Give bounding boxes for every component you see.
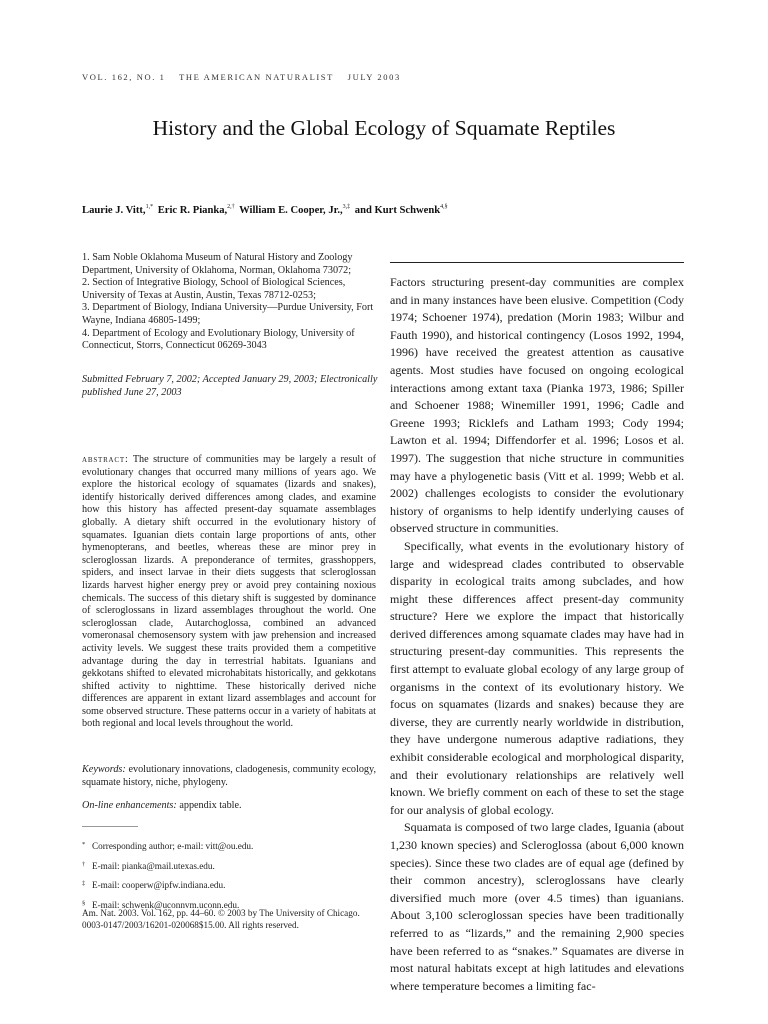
footnote-divider — [82, 826, 138, 827]
abstract-heading: abstract: — [82, 454, 129, 465]
online-enhancements-text: appendix table. — [179, 800, 242, 811]
citation-block: Am. Nat. 2003. Vol. 162, pp. 44–60. © 2003 by The University of Chicago. 0003-0147/2003/16201-020068$15.00. All rights reserved. — [82, 908, 360, 931]
body-paragraph: Factors structuring present-day communities are complex and in many instances have been elusive. Competition (Cody 1974; Schoener 1974), predation (Morin 1983; Wilbur and Fauth 1990), and historical contingency (Losos 1992, 1994, 1996) have received the greatest attention as causative agents. Most studies have focused on ongoing ecological interactions among extant taxa (Pianka 1973, 1986; Spiller and Schoener 1988; Winemiller 1991, 1996; Cadle and Greene 1993; Ricklefs and Latham 1993; Cody 1994; Lawton et al. 1994; Diffendorfer et al. 1996; Losos et al. 1997). The suggestion that niche structure in communities may have a phylogenetic basis (Vitt et al. 1999; Webb et al. 2002) challenges ecologists to consider the evolutionary history of organisms to help identify underlying causes of observed structure in communities. — [390, 275, 684, 536]
author-affiliation-mark: 3,‡ — [342, 204, 351, 210]
footnote — [82, 836, 378, 856]
affiliation: 2. Section of Integrative Biology, School of Biological Sciences, University of Texas at Austin, Austin, Texas 78712-0253; — [82, 277, 346, 301]
submission-dates: Submitted February 7, 2002; Accepted January 29, 2003; Electronically published June 27, 2003 — [82, 374, 378, 398]
online-enhancements — [82, 800, 376, 813]
keywords — [82, 764, 376, 789]
footnote-text: E-mail: schwenk@uconnvm.uconn.edu. — [92, 899, 240, 910]
footnote — [82, 856, 378, 876]
abstract — [82, 454, 376, 731]
author-name: and Kurt Schwenk — [354, 205, 441, 216]
article-title: History and the Global Ecology of Squamate Reptiles — [152, 116, 616, 140]
footnotes — [82, 836, 378, 914]
author-name: Laurie J. Vitt, — [82, 205, 146, 216]
affiliation: 3. Department of Biology, Indiana University—Purdue University, Fort Wayne, Indiana 46805-1499; — [82, 302, 374, 326]
running-head — [82, 72, 682, 82]
keywords-text: evolutionary innovations, cladogenesis, community ecology, squamate history, niche, phylogeny. — [82, 764, 376, 788]
abstract-text: The structure of communities may be largely a result of evolutionary changes that occurred many millions of years ago. We explore the historical ecology of squamates (lizards and snakes), identify historically derived differences among clades, and examine how this history has affected present-day squamate assemblages globally. A dietary shift occurred in the evolutionary history of squamates. Iguanian diets contain large proportions of ants, other hymenopterans, and beetles, whereas these are minor prey in scleroglossan lizards. A preponderance of termites, grasshoppers, spiders, and insect larvae in their diets suggests that scleroglossan lizards harvest higher energy prey or avoid prey containing noxious chemicals. The success of this dietary shift is suggested by dominance of scleroglossans in lizard assemblages throughout the world. One scleroglossan clade, Autarchoglossa, combined an advanced vomeronasal chemosensory system with jaw prehension and increased activity levels. We suggest these traits provided them a competitive advantage during the day in terrestrial habitats. Iguanians and gekkotans shifted to elevated microhabitats historically, and gekkotans shifted activity to nighttime. These historically derived niche differences are apparent in extant lizard assemblages and account for some observed structure. These patterns occur in a variety of habitats at both regional and local levels throughout the world. — [82, 454, 376, 730]
running-head-volume: VOL. 162, NO. 1 — [82, 72, 166, 82]
author-list — [82, 204, 682, 216]
affiliations — [82, 252, 378, 353]
body-paragraph: Squamata is composed of two large clades, Iguania (about 1,230 known species) and Scleroglossa (about 6,000 known species). Since these two clades are of equal age (defined by their common ancestry), scleroglossans have clearly diversified much more (over 4.5 times) than iguanians. About 3,100 scleroglossan species have been traditionally referred to as “lizards,” and the remaining 2,900 species have been referred to as “snakes.” Squamates are diverse in most natural habitats except at high latitudes and elevations where temperature becomes a limiting fac- — [390, 820, 684, 993]
footnote-text: E-mail: pianka@mail.utexas.edu. — [92, 860, 215, 871]
affiliation: 1. Sam Noble Oklahoma Museum of Natural History and Zoology Department, University of Oklahoma, Norman, Oklahoma 73072; — [82, 252, 353, 276]
footnote-mark: † — [82, 860, 86, 868]
author-affiliation-mark: 1,* — [145, 204, 154, 210]
keywords-label: Keywords: — [82, 764, 126, 775]
footnote-text: Corresponding author; e-mail: vitt@ou.edu. — [92, 841, 254, 851]
online-enhancements-label: On-line enhancements: — [82, 800, 177, 811]
footnote-text: E-mail: cooperw@ipfw.indiana.edu. — [92, 880, 226, 890]
running-head-journal: THE AMERICAN NATURALIST — [179, 72, 334, 82]
column-divider — [390, 262, 684, 263]
author-affiliation-mark: 2,† — [227, 204, 235, 210]
footnote-mark: * — [82, 841, 86, 848]
footnote — [82, 875, 378, 895]
affiliation: 4. Department of Ecology and Evolutionary Biology, University of Connecticut, Storrs, Connecticut 06269-3043 — [82, 327, 355, 352]
author-name: Eric R. Pianka, — [157, 205, 228, 216]
author-affiliation-mark: 4,§ — [440, 204, 448, 210]
body-paragraph: Specifically, what events in the evolutionary history of large and widespread clades contributed to observable disparity in ecological traits among subclades, and how might these differences affect present-day community structure? Here we explore the impact that historically derived differences among squamate clades may have had in structuring present-day communities. This represents the first attempt to evaluate global ecology of any large group of organisms in the context of its evolutionary history. We focus on squamates (lizards and snakes) because they are diverse, they are currently nearly worldwide in distribution, they have undergone numerous adaptive radiations, they exhibit considerable ecological and morphological disparity, and their evolutionary relationships are relatively well known. We briefly comment on each of these to set the stage for our analysis of global ecology. — [390, 538, 684, 817]
footnote-mark: ‡ — [82, 880, 86, 887]
footnote-mark: § — [82, 899, 86, 907]
author-name: William E. Cooper, Jr., — [239, 205, 343, 216]
body-text — [390, 274, 684, 995]
running-head-date: JULY 2003 — [347, 72, 401, 82]
